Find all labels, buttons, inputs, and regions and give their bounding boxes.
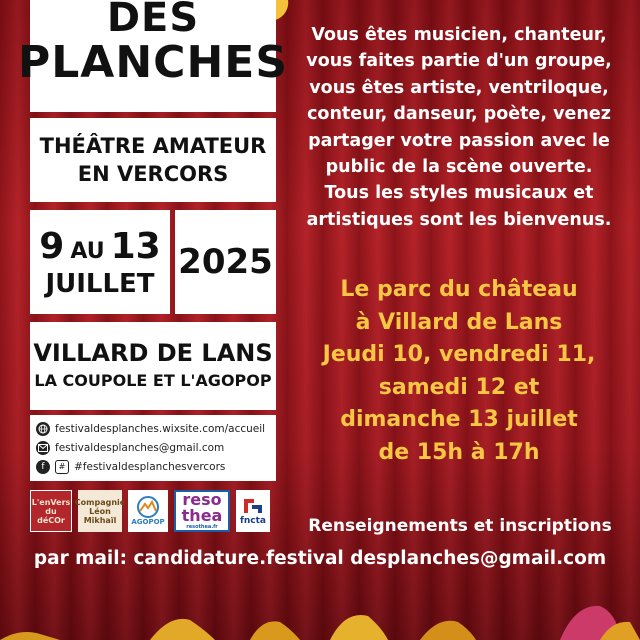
logo1-text: L'enVers du déCOr (31, 497, 71, 525)
desc-line: Tous les styles musicaux et (324, 183, 594, 204)
registration-email[interactable]: par mail: candidature.festival desplanches@gmail.com (33, 548, 607, 569)
venue-line: de 15h à 17h (378, 439, 540, 465)
dates-box (30, 210, 170, 314)
website-link[interactable]: festivaldesplanches.wixsite.com/accueil (55, 422, 266, 435)
facebook-icon: f (36, 460, 50, 474)
venue-line: samedi 12 et (378, 374, 540, 400)
desc-line: public de la scène ouverte. (325, 157, 593, 178)
agopop-mountain-icon (135, 496, 161, 518)
title-line-des: DES (106, 0, 200, 41)
social-row[interactable] (36, 457, 270, 476)
logo-envers-du-decor (30, 490, 72, 532)
desc-line: conteur, danseur, poète, venez (307, 104, 611, 125)
theatre-line2: EN VERCORS (77, 162, 229, 186)
logo3-text: AGOPOP (131, 518, 165, 526)
logo2-text: Compagnie Léon Mikhaïl (74, 497, 126, 525)
logo4-text: reso thea (181, 490, 223, 525)
venue-line: à Villard de Lans (355, 309, 563, 335)
theatre-line1: THÉÂTRE AMATEUR (39, 134, 267, 158)
envelope-icon (36, 441, 50, 455)
logo-resothea (174, 490, 230, 532)
venue-line: Le parc du château (340, 277, 578, 302)
contact-box (30, 415, 276, 481)
email-link[interactable]: festivaldesplanches@gmail.com (55, 441, 225, 454)
theatre-subtitle-box (30, 118, 276, 202)
date-end: 13 (110, 225, 161, 267)
title-line-planches: PLANCHES (17, 37, 289, 88)
festival-title-box (17, 0, 289, 112)
partner-logos (30, 490, 276, 532)
website-row[interactable] (36, 419, 270, 438)
venue-line: Jeudi 10, vendredi 11, (322, 342, 596, 367)
globe-icon (36, 422, 50, 436)
call-for-artists-text (284, 22, 634, 233)
desc-line: partager votre passion avec le (308, 130, 610, 151)
place-box (30, 322, 276, 410)
logo4-sub: resothea.fr (186, 524, 218, 530)
footer-decorative-shapes (0, 600, 640, 640)
venue-schedule-text (284, 274, 634, 469)
desc-line: vous faites partie d'un groupe, (306, 51, 612, 72)
date-month: JUILLET (45, 268, 155, 299)
desc-line: artistiques sont les bienvenus. (306, 209, 612, 230)
place-town: VILLARD DE LANS (33, 339, 273, 367)
venue-line: dimanche 13 juillet (340, 407, 578, 432)
instagram-icon: # (55, 460, 69, 474)
date-au: AU (70, 238, 105, 264)
social-hashtag[interactable]: #festivaldesplanchesvercors (74, 460, 226, 473)
desc-line: Vous êtes musicien, chanteur, (311, 25, 607, 45)
year-box (175, 210, 276, 314)
registration-heading: Renseignements et inscriptions (308, 516, 612, 536)
fncta-mark-icon (241, 496, 265, 516)
email-row[interactable] (36, 438, 270, 457)
logo-compagnie (74, 490, 126, 532)
place-venues: LA COUPOLE ET L'AGOPOP (34, 371, 272, 390)
logo5-text: fncta (239, 516, 267, 526)
logo-agopop (128, 490, 168, 532)
year: 2025 (178, 242, 273, 282)
date-start: 9 (39, 225, 65, 267)
desc-line: vous êtes artiste, ventriloque, (309, 77, 609, 98)
logo-fncta (236, 490, 270, 532)
